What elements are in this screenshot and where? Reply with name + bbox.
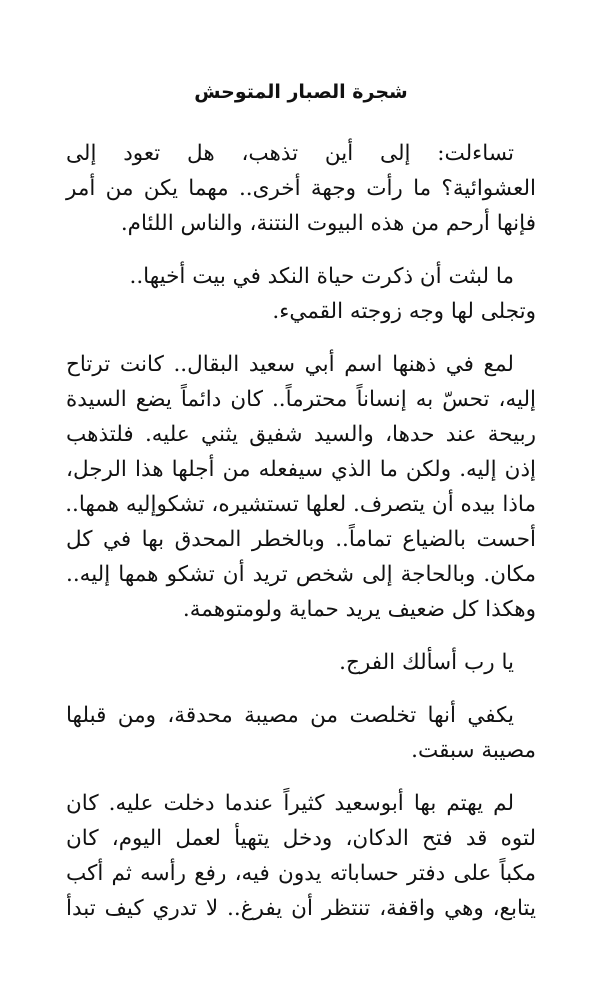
text-line: العشوائية؟ ما رأت وجهة أخرى.. مهما يكن من أمر	[66, 176, 536, 201]
text-line: وتجلى لها وجه زوجته القميء.	[272, 299, 536, 324]
text-line: مكان. وبالحاجة إلى شخص تريد أن تشكو همها إليه..	[66, 562, 536, 587]
text-line: ربيحة عند حدها، والسيد شفيق يثني عليه. فلتذهب	[66, 422, 536, 447]
paragraph-5	[66, 698, 536, 768]
text-line: لمع في ذهنها اسم أبي سعيد البقال.. كانت ترتاح	[66, 352, 514, 377]
paragraph-2	[66, 259, 536, 329]
text-line: فإنها أرحم من هذه البيوت النتنة، والناس اللئام.	[120, 211, 536, 236]
text-line: أحست بالضياع تماماً.. وبالخطر المحدق بها في كل	[66, 527, 536, 552]
text-line: يا رب أسألك الفرج.	[339, 650, 514, 675]
text-line: إليه، تحسّ به إنساناً محترماً.. كان دائماً يضع السيدة	[66, 387, 536, 412]
text-line: يكفي أنها تخلصت من مصيبة محدقة، ومن قبلها	[66, 703, 514, 728]
text-line: مكباً على دفتر حساباته يدون فيه، رفع رأسه ثم أكب	[66, 861, 536, 886]
chapter-title: شجرة الصبار المتوحش	[194, 81, 408, 103]
text-line: مصيبة سبقت.	[411, 738, 536, 763]
paragraph-6	[66, 786, 536, 926]
text-line: وهكذا كل ضعيف يريد حماية ولومتوهمة.	[182, 597, 536, 622]
paragraph-3	[66, 347, 536, 627]
text-line: لتوه قد فتح الدكان، ودخل يتهيأ لعمل اليوم، كان	[66, 826, 536, 851]
text-line: لم يهتم بها أبوسعيد كثيراً عندما دخلت عليه. كان	[66, 791, 514, 816]
text-line: يتابع، وهي واقفة، تنتظر أن يفرغ.. لا تدري كيف تبدأ	[66, 896, 536, 921]
paragraph-4	[66, 645, 536, 680]
text-line: ما لبثت أن ذكرت حياة النكد في بيت أخيها..	[129, 264, 514, 289]
text-line: إذن إليه. ولكن ما الذي سيفعله من أجلها هذا الرجل،	[66, 457, 536, 482]
paragraph-1	[66, 136, 536, 241]
text-line: ماذا بيده أن يتصرف. لعلها تستشيره، تشكوإليه همها..	[65, 492, 536, 517]
text-line: تساءلت: إلى أين تذهب، هل تعود إلى	[66, 141, 514, 166]
